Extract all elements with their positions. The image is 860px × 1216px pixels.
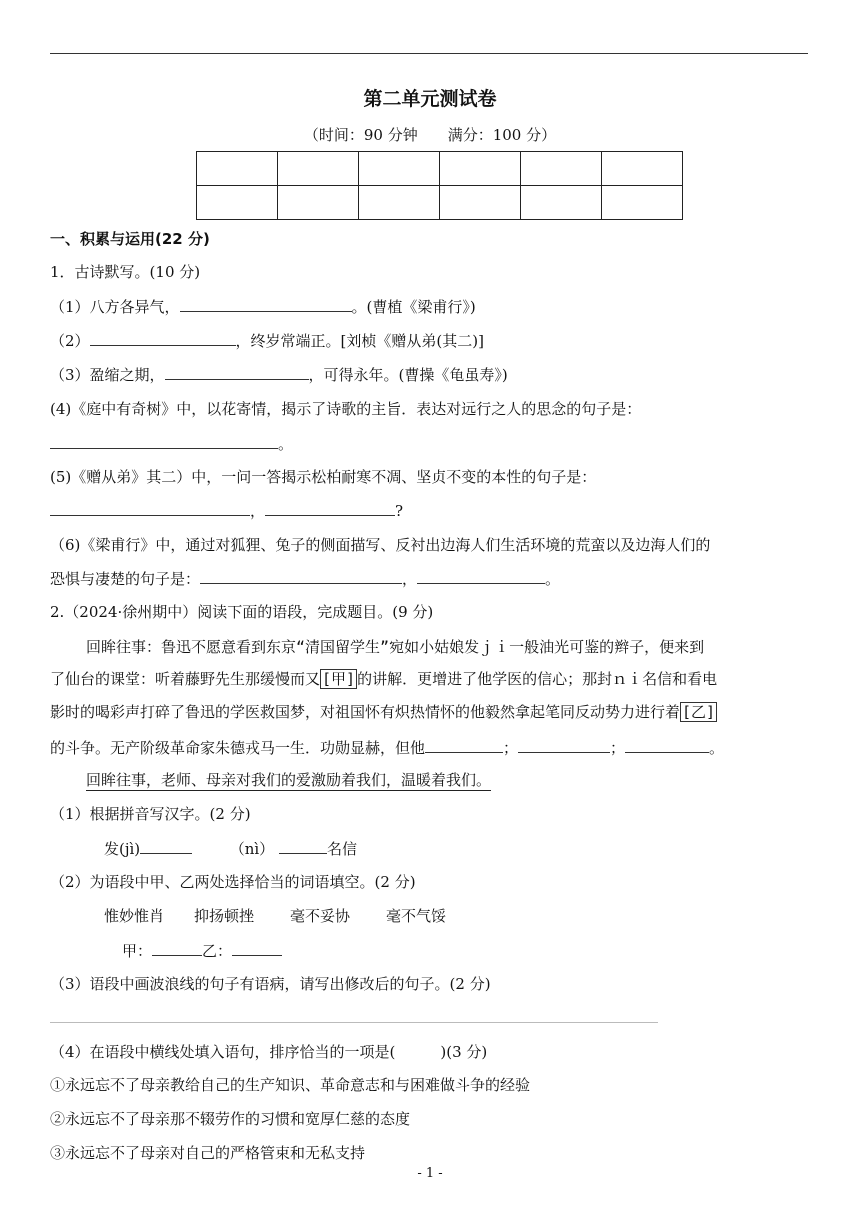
section-heading: 一、积累与运用(22 分) — [50, 230, 210, 248]
blank-jia: [甲] — [322, 670, 356, 688]
q2-sub-1: （1）根据拼音写汉字。(2 分) — [50, 805, 251, 823]
score-cell — [278, 152, 359, 186]
passage-line-1: 回眸往事：鲁迅不愿意看到东京“清国留学生”宛如小姑娘发ｊｉ一般油光可鉴的辫子，便来到 — [86, 638, 705, 656]
passage-text: 影时的喝彩声打碎了鲁迅的学医救国梦，对祖国怀有炽热情怀的他毅然拿起笔同反动势力进行着 — [50, 703, 681, 721]
q2-sub-1-answers — [104, 838, 357, 859]
q2-sub-4: （4）在语段中横线处填入语句，排序恰当的一项是( )(3 分) — [50, 1043, 488, 1061]
score-table — [196, 151, 683, 220]
passage-line-5 — [86, 770, 491, 790]
q1-item-2-text: ，终岁常端正。[刘桢《赠从弟(其二)] — [235, 332, 484, 350]
answer-blank[interactable] — [200, 568, 402, 584]
score-cell — [440, 152, 521, 186]
passage-text: 了仙台的课堂：听着藤野先生那缓慢而又 — [50, 670, 321, 688]
score-cell — [602, 152, 683, 186]
label-yi: 乙： — [202, 942, 233, 960]
q1-item-3-source: ，可得永年。(曹操《龟虽寿》) — [308, 366, 508, 384]
answer-blank[interactable] — [232, 940, 282, 956]
q1-item-3 — [50, 364, 508, 385]
answer-blank[interactable] — [50, 433, 278, 449]
answer-blank[interactable] — [180, 296, 352, 312]
word-options — [104, 906, 446, 926]
passage-line-2 — [50, 669, 717, 689]
q1-item-1 — [50, 296, 476, 317]
score-table-row — [197, 152, 683, 186]
q1-item-4-answer — [50, 433, 293, 454]
option-3: ③永远忘不了母亲对自己的严格管束和无私支持 — [50, 1144, 366, 1162]
page-number: - 1 - — [417, 1166, 443, 1181]
passage-text: 的斗争。无产阶级革命家朱德戎马一生．功勋显赫，但他 — [50, 739, 426, 757]
answer-blank[interactable] — [140, 838, 192, 854]
word-option: 毫不气馁 — [386, 907, 447, 925]
answer-blank[interactable] — [152, 940, 202, 956]
q1-item-1-source: 。(曹植《梁甫行》) — [351, 298, 476, 316]
score-cell — [521, 152, 602, 186]
passage-line-4 — [50, 737, 724, 758]
answer-blank[interactable] — [50, 500, 250, 516]
q1-item-6-end: 。 — [545, 570, 561, 588]
q1-item-5-end: ? — [395, 502, 404, 520]
score-cell — [278, 186, 359, 220]
q1-item-1-text: （1）八方各异气， — [50, 298, 180, 316]
passage-sep: ； — [503, 739, 519, 757]
q2-sub-2: （2）为语段中甲、乙两处选择恰当的词语填空。(2 分) — [50, 873, 416, 891]
q1-item-6: （6)《梁甫行》中，通过对狐狸、兔子的侧面描写、反衬出边海人们生活环境的荒蛮以及边海人们的 — [50, 536, 711, 554]
answer-blank[interactable] — [425, 737, 503, 753]
score-cell — [359, 152, 440, 186]
q1-item-4-end: 。 — [278, 435, 294, 453]
header-rule — [50, 53, 808, 54]
score-cell — [521, 186, 602, 220]
q2-sub-3: （3）语段中画波浪线的句子有语病，请写出修改后的句子。(2 分) — [50, 975, 491, 993]
page-title: 第二单元测试卷 — [363, 88, 497, 110]
q1-item-6-sep: ， — [402, 570, 418, 588]
word-option: 惟妙惟肖 — [104, 907, 165, 925]
q1-item-2-num: （2） — [50, 332, 90, 350]
q1-item-5-answer — [50, 500, 403, 521]
answer-blank[interactable] — [417, 568, 545, 584]
q1-item-6-answer — [50, 568, 560, 589]
score-table-row — [197, 186, 683, 220]
option-1: ①永远忘不了母亲教给自己的生产知识、革命意志和与困难做斗争的经验 — [50, 1076, 531, 1094]
option-2: ②永远忘不了母亲那不辍劳作的习惯和宽厚仁慈的态度 — [50, 1110, 411, 1128]
answer-blank[interactable] — [90, 330, 236, 346]
q1-item-3-text: （3）盈缩之期， — [50, 366, 165, 384]
q1-item-2 — [50, 330, 484, 351]
q2-sub-2-answers — [122, 940, 282, 961]
passage-end: 。 — [709, 739, 725, 757]
answer-blank[interactable] — [265, 500, 395, 516]
score-cell — [440, 186, 521, 220]
pinyin-prompt-suffix: 名信 — [326, 840, 357, 858]
underlined-sentence: 回眸往事，老师、母亲对我们的爱激励着我们，温暖着我们。 — [86, 771, 492, 789]
passage-sep: ； — [610, 739, 626, 757]
answer-blank[interactable] — [625, 737, 709, 753]
answer-blank[interactable] — [518, 737, 610, 753]
word-option: 抑扬顿挫 — [194, 907, 255, 925]
score-cell — [359, 186, 440, 220]
pinyin-prompt: （nì） — [229, 840, 275, 858]
label-jia: 甲： — [122, 942, 153, 960]
q1-item-5: (5)《赠从弟》其二）中，一问一答揭示松柏耐寒不凋、坚贞不变的本性的句子是： — [50, 468, 597, 486]
q1-item-4: (4)《庭中有奇树》中，以花寄情，揭示了诗歌的主旨．表达对远行之人的思念的句子是： — [50, 400, 642, 418]
answer-blank[interactable] — [279, 838, 327, 854]
answer-line[interactable] — [50, 1022, 658, 1023]
word-option: 毫不妥协 — [290, 907, 351, 925]
q2-stem: 2.（2024·徐州期中）阅读下面的语段，完成题目。(9 分) — [50, 603, 434, 621]
blank-yi: [乙] — [682, 703, 716, 721]
q1-item-5-sep: ， — [250, 502, 266, 520]
score-cell — [197, 186, 278, 220]
score-cell — [602, 186, 683, 220]
score-cell — [197, 152, 278, 186]
passage-text: 的讲解．更增进了他学医的信心；那封ｎｉ名信和看电 — [357, 670, 718, 688]
exam-info: （时间：90 分钟 满分：100 分） — [303, 126, 557, 144]
pinyin-prompt: 发(jì) — [104, 840, 141, 858]
q1-item-6-text: 恐惧与凄楚的句子是： — [50, 570, 201, 588]
answer-blank[interactable] — [165, 364, 309, 380]
q1-stem: 1．古诗默写。(10 分) — [50, 263, 201, 281]
passage-line-3 — [50, 702, 717, 722]
